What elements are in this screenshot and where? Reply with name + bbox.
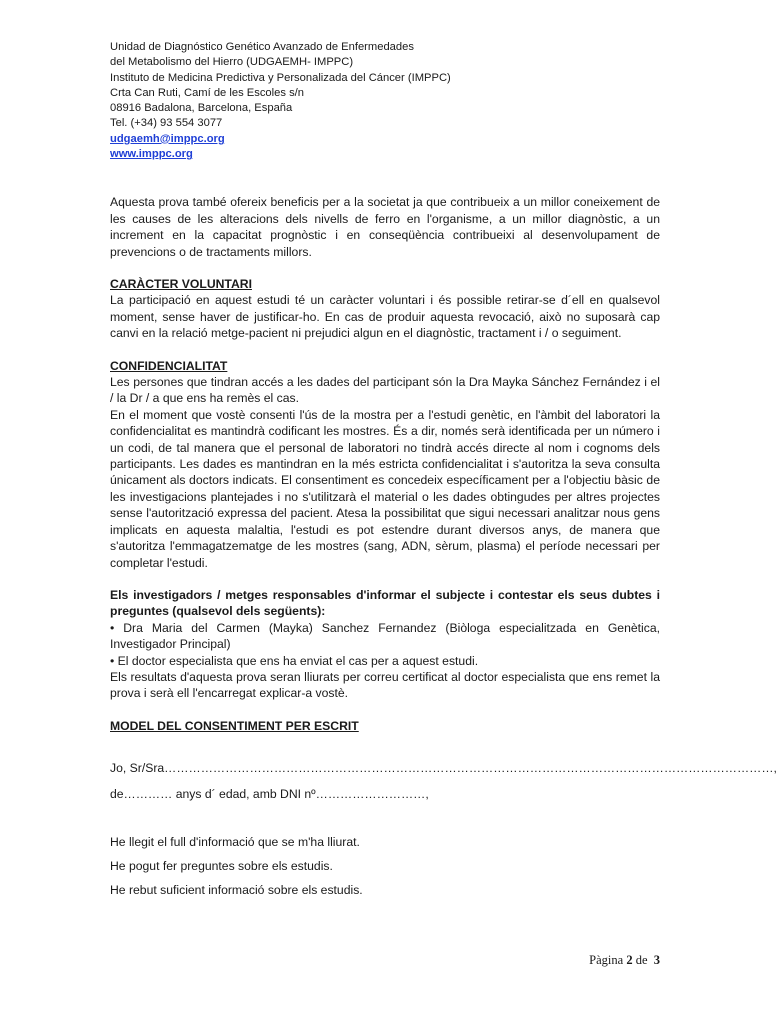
- email-link[interactable]: udgaemh@imppc.org: [110, 132, 225, 145]
- voluntari-paragraph: La participació en aquest estudi té un caràcter voluntari i és possible retirar-se d´ell en qualsevol moment, sense haver de justificar-ho. En cas de produir aquesta revocació, això no suposarà cap canvi en la relació metge-pacient ni prejudici algun en el diagnòstic, tractament i / o seguiment.: [110, 293, 660, 341]
- document-body: [110, 194, 660, 734]
- header-line: Unidad de Diagnóstico Genético Avanzado de Enfermedades: [110, 41, 414, 53]
- website-link[interactable]: www.imppc.org: [110, 148, 193, 161]
- intro-paragraph: Aquesta prova també ofereix beneficis per a la societat ja que contribueix a un millor coneixement de les causes de les alteracions dels nivells de ferro en l'organisme, a un millor diagnòstic, a un increment en la capacitat prognòstic i en conseqüència contribueixi al desenvolupament de prevencions o de tractaments millors.: [110, 195, 660, 259]
- investigador-item: • El doctor especialista que ens ha enviat el cas per a aquest estudi.: [110, 653, 479, 668]
- header-line: Instituto de Medicina Predictiva y Personalizada del Cáncer (IMPPC): [110, 71, 451, 84]
- confidencialitat-paragraph-1: Les persones que tindran accés a les dades del participant són la Dra Mayka Sánchez Fernández i el / la Dr / a que ens ha remès el cas.: [110, 375, 660, 406]
- investigadors-heading: Els investigadors / metges responsables d'informar el subjecte i contestar els seus dubtes i preguntes (qualsevol dels següents):: [110, 587, 660, 619]
- confidencialitat-paragraph-2: En el moment que vostè consenti l'ús de la mostra per a l'estudi genètic, en l'àmbit del laboratori la confidencialitat es mantindrà codificant les mostres. És a dir, només serà identificada per un número i un codi, de tal manera que el personal de laboratori no tindrà accés directe al nom i cognoms dels participants. Les dades es mantindran en la més estricta confidencialitat i s'autoritza la seva consulta únicament als doctors indicats. El consentiment es concedeix específicament per a l'objectiu bàsic de les investigacions plantejades i no s'utilitzarà el material o les dades obtingudes per altres projectes sense l'autorització expressa del pacient. Atesa la possibilitat que sigui necessari analitzar nous gens implicats en aquesta malaltia, l'estudi es pot estendre durant diversos anys, de manera que s'autoritza l'emmagatzematge de les mostres (sang, ADN, sèrum, plasma) el període necessari per completar l'estudi.: [110, 407, 660, 570]
- consent-statement: He pogut fer preguntes sobre els estudis.: [110, 859, 333, 874]
- header-phone: Tel. (+34) 93 554 3077: [110, 117, 223, 130]
- page-label: Pàgina: [589, 953, 624, 967]
- header-line: Crta Can Ruti, Camí de les Escoles s/n: [110, 86, 304, 99]
- section-heading-voluntari: CARÀCTER VOLUNTARI: [110, 277, 252, 291]
- consent-statement: He llegit el full d'informació que se m'ha lliurat.: [110, 835, 360, 850]
- consent-age-dni-line: de………… anys d´ edad, amb DNI nº………………………,: [110, 787, 429, 802]
- page-of-label: de: [635, 953, 648, 967]
- document-page: [110, 40, 777, 898]
- current-page: 2: [626, 953, 633, 967]
- page-number-footer: [589, 953, 660, 968]
- total-pages: 3: [653, 953, 660, 967]
- header-line: 08916 Badalona, Barcelona, España: [110, 102, 293, 115]
- institution-header: [110, 40, 660, 162]
- header-line: del Metabolismo del Hierro (UDGAEMH- IMPPC): [110, 56, 354, 69]
- consent-statement: He rebut suficient informació sobre els estudis.: [110, 883, 363, 898]
- section-heading-confidencialitat: CONFIDENCIALITAT: [110, 358, 228, 373]
- section-heading-model: MODEL DEL CONSENTIMENT PER ESCRIT: [110, 718, 359, 733]
- consent-name-line: Jo, Sr/Sra……………………………………………………………………………………………………………………………………,: [110, 761, 777, 776]
- results-paragraph: Els resultats d'aquesta prova seran lliurats per correu certificat al doctor especialista que ens remet la prova i serà ell l'encarregat explicar-a vostè.: [110, 669, 660, 701]
- investigador-item: • Dra Maria del Carmen (Mayka) Sanchez Fernandez (Biòloga especialitzada en Genètica, Investigador Principal): [110, 620, 660, 652]
